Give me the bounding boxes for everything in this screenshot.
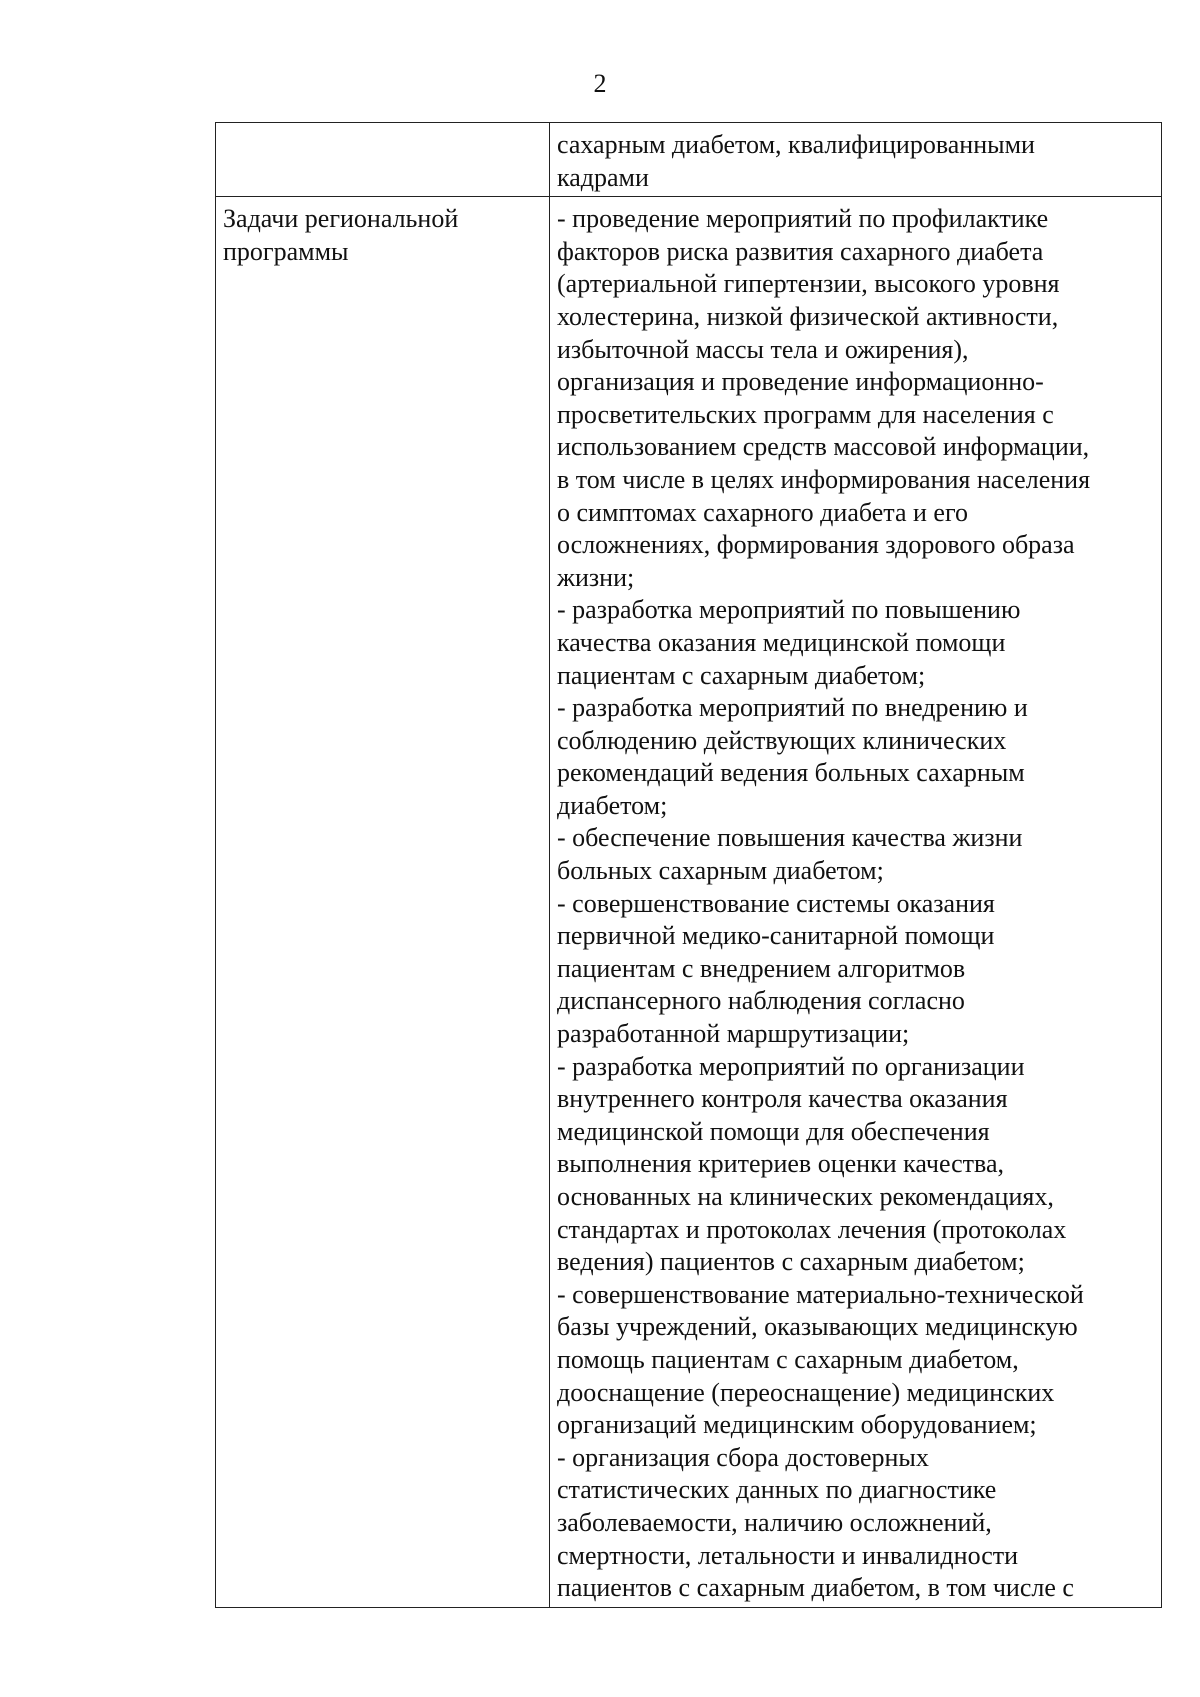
- content-line: диспансерного наблюдения согласно: [557, 986, 965, 1016]
- table-body: [216, 123, 1162, 1608]
- content-line: первичной медико-санитарной помощи: [557, 921, 995, 951]
- row-content-cell: [550, 197, 1162, 1608]
- content-line: статистических данных по диагностике: [557, 1475, 997, 1505]
- content-line: сахарным диабетом, квалифицированными: [557, 130, 1035, 159]
- label-line: Задачи региональной: [223, 204, 459, 234]
- content-line: разработанной маршрутизации;: [557, 1019, 910, 1049]
- content-line: холестерина, низкой физической активности,: [557, 301, 1059, 331]
- row-content: [550, 197, 1161, 1607]
- row-label-cell: [216, 197, 550, 1608]
- content-line: факторов риска развития сахарного диабета: [557, 236, 1044, 266]
- row-content: [550, 123, 1161, 196]
- content-line: кадрами: [557, 162, 649, 192]
- content-line: - разработка мероприятий по внедрению и: [557, 693, 1028, 723]
- content-line: соблюдению действующих клинических: [557, 725, 1007, 755]
- content-line: - совершенствование материально-технической: [557, 1279, 1084, 1309]
- content-line: - проведение мероприятий по профилактике: [557, 204, 1049, 234]
- content-line: базы учреждений, оказывающих медицинскую: [557, 1312, 1078, 1342]
- content-line: (артериальной гипертензии, высокого уровня: [557, 269, 1060, 299]
- content-line: медицинской помощи для обеспечения: [557, 1116, 990, 1146]
- content-line: просветительских программ для населения с: [557, 399, 1054, 429]
- content-line: дооснащение (переоснащение) медицинских: [557, 1377, 1055, 1407]
- content-line: - разработка мероприятий по организации: [557, 1051, 1025, 1081]
- content-line: диабетом;: [557, 790, 668, 820]
- content-line: о симптомах сахарного диабета и его: [557, 497, 968, 527]
- content-line: качества оказания медицинской помощи: [557, 627, 1006, 657]
- content-line: рекомендаций ведения больных сахарным: [557, 758, 1025, 788]
- content-line: - обеспечение повышения качества жизни: [557, 823, 1023, 853]
- row-label: [216, 197, 549, 270]
- content-line: пациентов с сахарным диабетом, в том числе с: [557, 1573, 1074, 1603]
- content-line: выполнения критериев оценки качества,: [557, 1149, 1005, 1179]
- content-line: пациентам с внедрением алгоритмов: [557, 953, 966, 983]
- content-line: осложнениях, формирования здорового образа: [557, 530, 1075, 560]
- content-line: заболеваемости, наличию осложнений,: [557, 1507, 992, 1537]
- content-line: использованием средств массовой информации,: [557, 432, 1090, 462]
- content-line: стандартах и протоколах лечения (протоколах: [557, 1214, 1067, 1244]
- table-row: [216, 197, 1162, 1608]
- content-line: основанных на клинических рекомендациях,: [557, 1182, 1054, 1211]
- content-line: внутреннего контроля качества оказания: [557, 1084, 1008, 1114]
- program-passport-table: [215, 122, 1162, 1608]
- content-line: избыточной массы тела и ожирения),: [557, 334, 969, 364]
- page-number: 2: [593, 69, 607, 98]
- content-line: пациентам с сахарным диабетом;: [557, 660, 926, 690]
- label-line: программы: [223, 236, 349, 266]
- row-content-cell: [550, 123, 1162, 197]
- row-label: [216, 123, 549, 131]
- table-row: [216, 123, 1162, 197]
- content-line: - разработка мероприятий по повышению: [557, 595, 1021, 625]
- content-line: жизни;: [557, 562, 635, 592]
- content-line: ведения) пациентов с сахарным диабетом;: [557, 1247, 1025, 1277]
- content-line: организаций медицинским оборудованием;: [557, 1410, 1037, 1440]
- content-line: помощь пациентам с сахарным диабетом,: [557, 1344, 1019, 1374]
- content-line: в том числе в целях информирования населения: [557, 464, 1091, 494]
- content-line: больных сахарным диабетом;: [557, 856, 884, 886]
- content-line: - организация сбора достоверных: [557, 1442, 929, 1472]
- content-line: организация и проведение информационно-: [557, 367, 1044, 397]
- row-label-cell: [216, 123, 550, 197]
- content-line: смертности, летальности и инвалидности: [557, 1540, 1019, 1570]
- content-line: - совершенствование системы оказания: [557, 888, 995, 918]
